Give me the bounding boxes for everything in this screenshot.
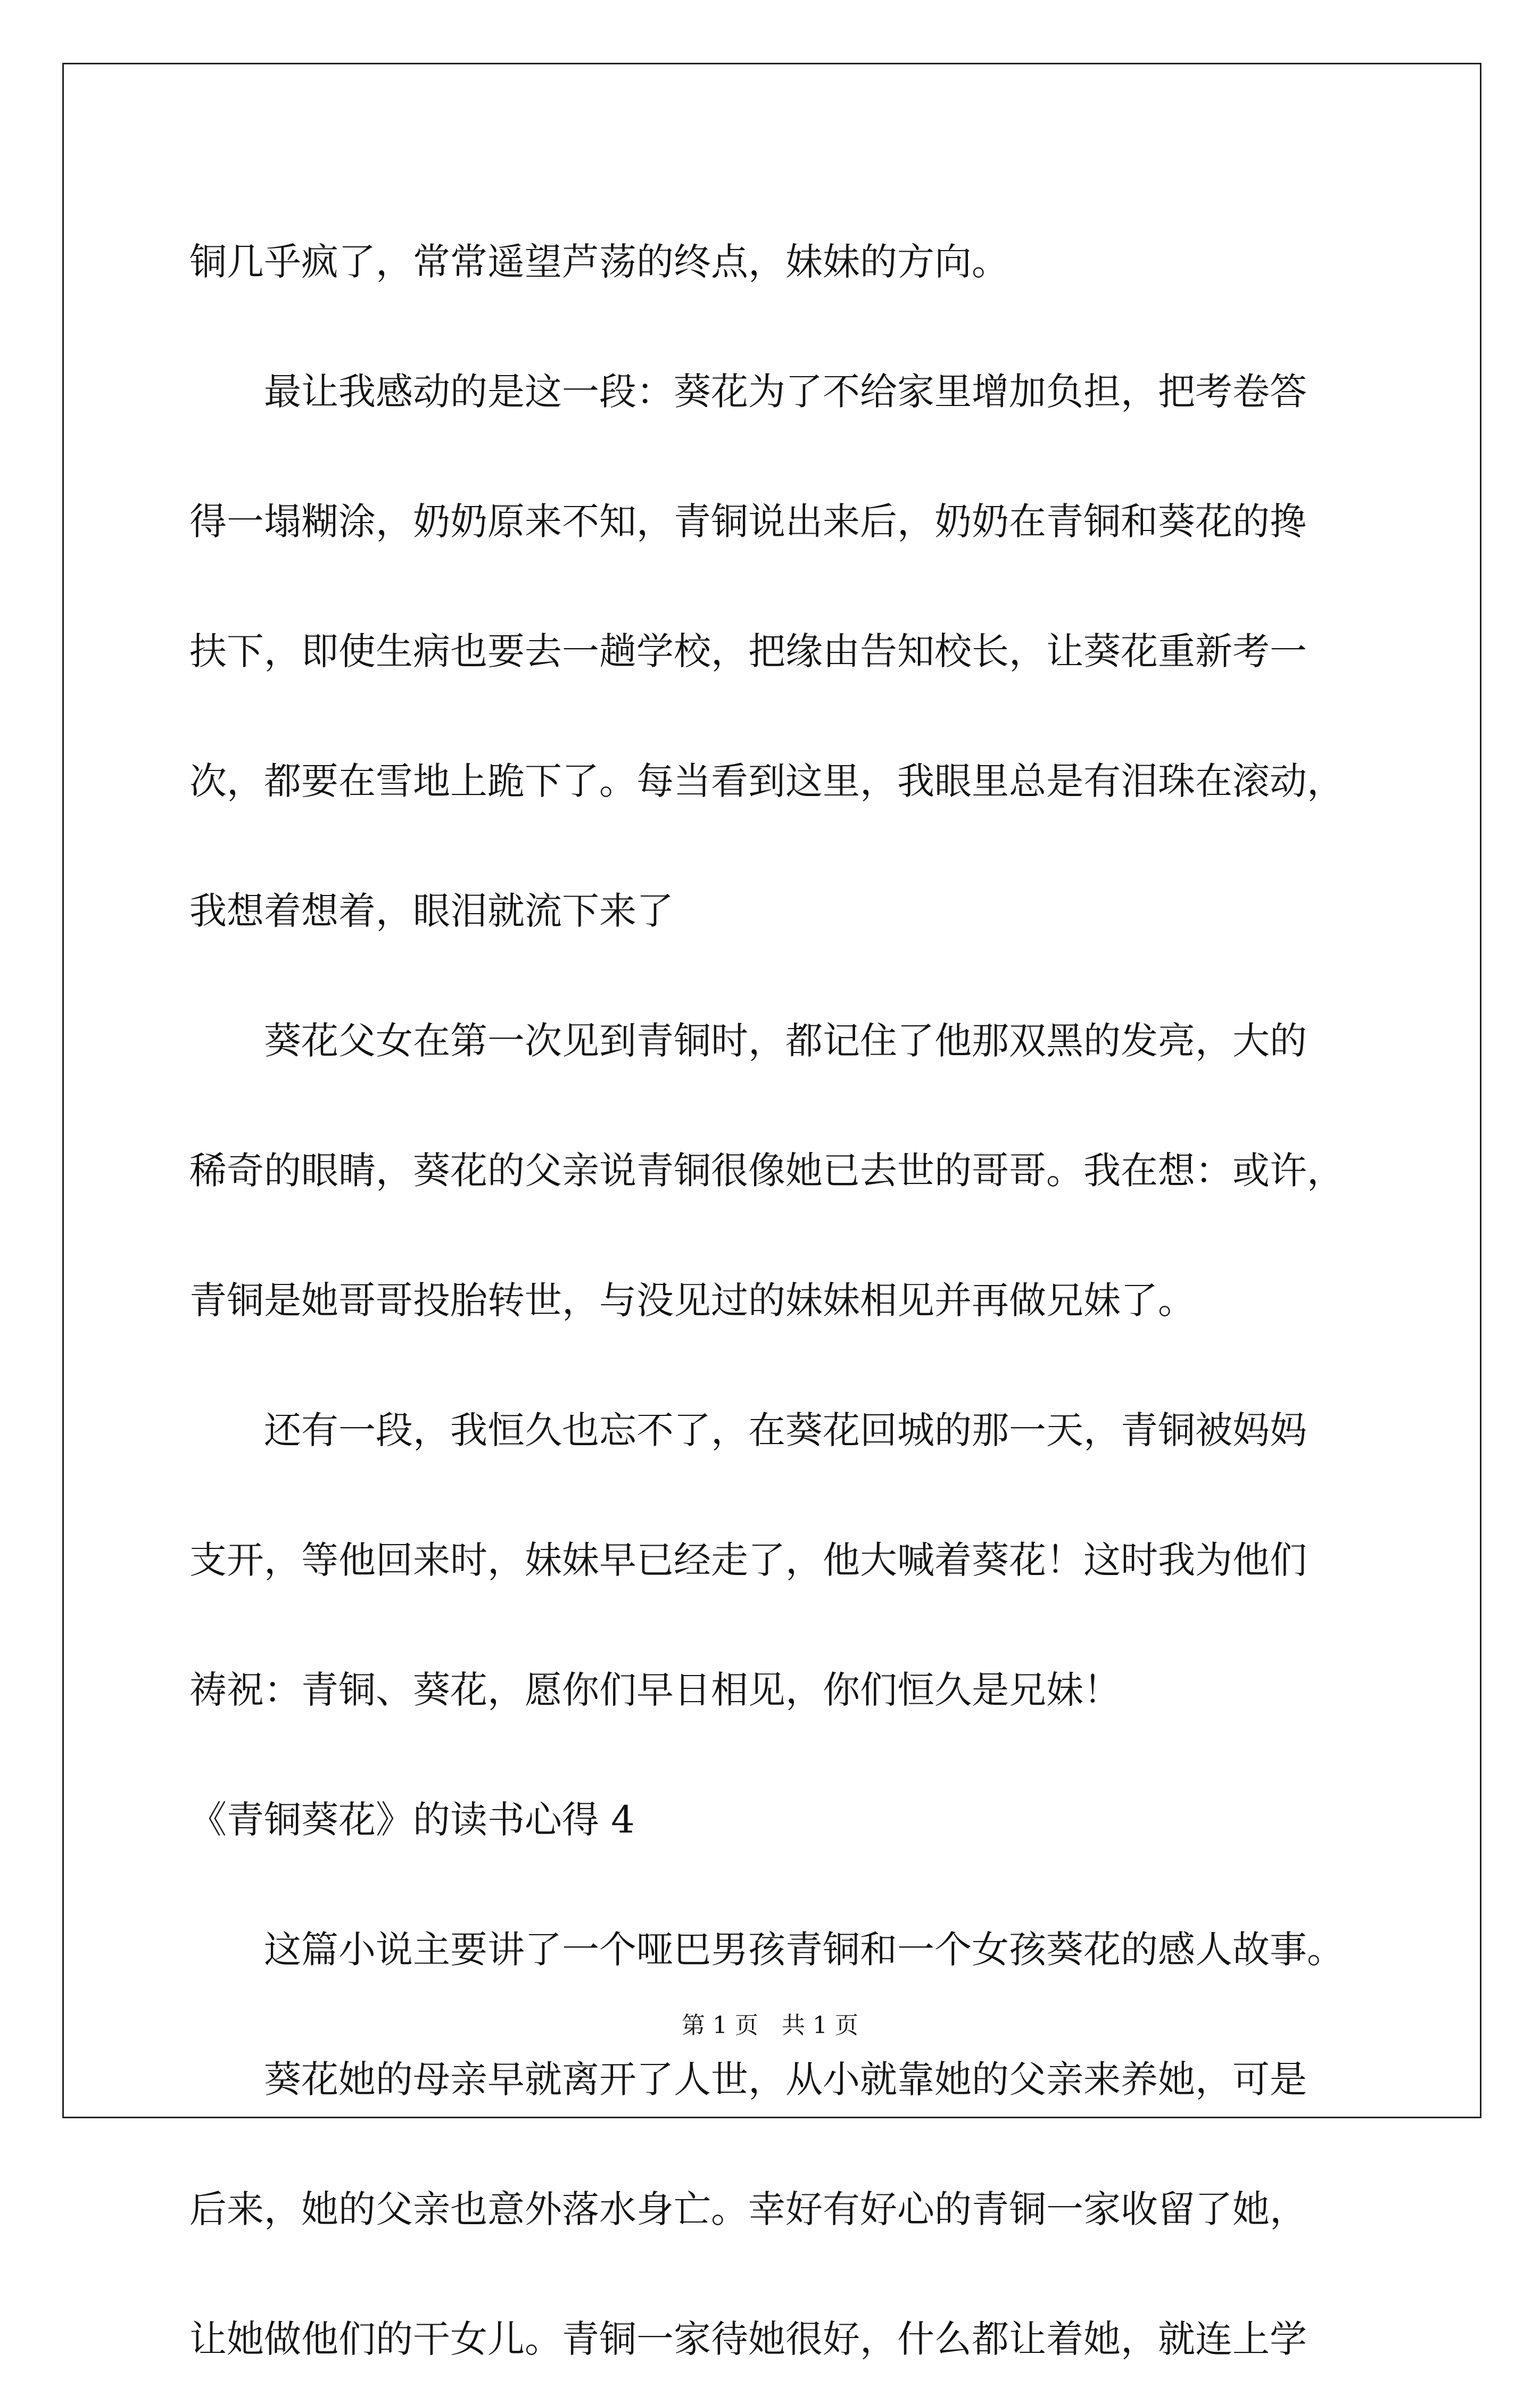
text-line-5: 次，都要在雪地上跪下了。每当看到这里，我眼里总是有泪珠在滚动， bbox=[189, 759, 1344, 803]
text-line-9: 青铜是她哥哥投胎转世，与没见过的妹妹相见并再做兄妹了。 bbox=[189, 1279, 1195, 1322]
text-line-11: 支开，等他回来时，妹妹早已经走了，他大喊着葵花！这时我为他们 bbox=[189, 1538, 1307, 1582]
text-line-1: 铜几乎疯了，常常遥望芦荡的终点，妹妹的方向。 bbox=[189, 240, 1009, 284]
section-heading: 《青铜葵花》的读书心得 4 bbox=[189, 1798, 635, 1842]
text-line-4: 扶下，即使生病也要去一趟学校，把缘由告知校长，让葵花重新考一 bbox=[189, 629, 1307, 673]
text-line-3: 得一塌糊涂，奶奶原来不知，青铜说出来后，奶奶在青铜和葵花的搀 bbox=[189, 500, 1307, 543]
document-body bbox=[189, 197, 1360, 2404]
text-line-7: 葵花父女在第一次见到青铜时，都记住了他那双黑的发亮，大的 bbox=[264, 1019, 1307, 1063]
text-line-15: 后来，她的父亲也意外落水身亡。幸好有好心的青铜一家收留了她， bbox=[189, 2187, 1307, 2231]
page-footer: 第 1 页 共 1 页 bbox=[682, 2012, 858, 2039]
text-line-2: 最让我感动的是这一段：葵花为了不给家里增加负担，把考卷答 bbox=[264, 370, 1307, 413]
text-line-10: 还有一段，我恒久也忘不了，在葵花回城的那一天，青铜被妈妈 bbox=[264, 1408, 1307, 1452]
text-line-14: 葵花她的母亲早就离开了人世，从小就靠她的父亲来养她，可是 bbox=[264, 2058, 1307, 2101]
text-line-16: 让她做他们的干女儿。青铜一家待她很好，什么都让着她，就连上学 bbox=[189, 2317, 1307, 2361]
text-line-12: 祷祝：青铜、葵花，愿你们早日相见，你们恒久是兄妹！ bbox=[189, 1668, 1121, 1712]
text-line-6: 我想着想着，眼泪就流下来了 bbox=[189, 889, 674, 933]
text-line-13: 这篇小说主要讲了一个哑巴男孩青铜和一个女孩葵花的感人故事。 bbox=[264, 1928, 1344, 1971]
text-line-8: 稀奇的眼睛，葵花的父亲说青铜很像她已去世的哥哥。我在想：或许， bbox=[189, 1149, 1344, 1192]
